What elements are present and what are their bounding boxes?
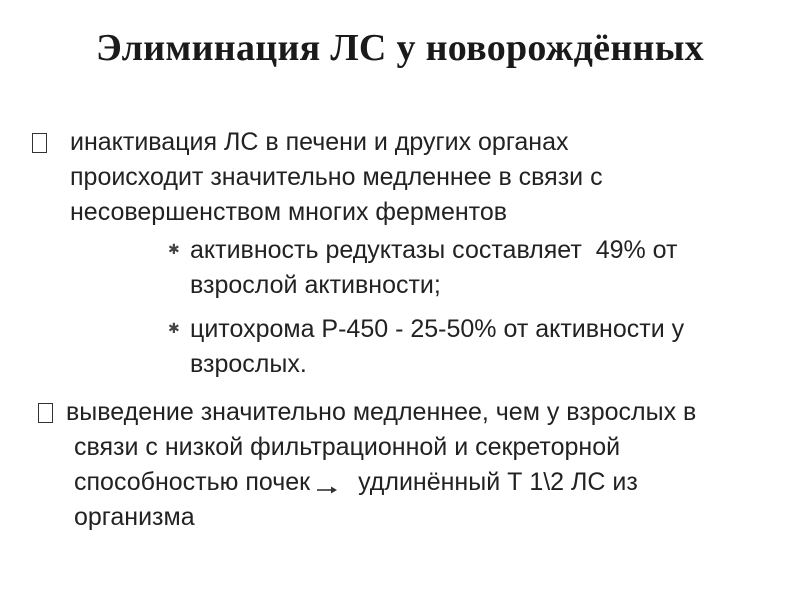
bullet-text — [66, 395, 778, 535]
bullet-text — [70, 125, 770, 230]
asterisk-bullet-icon: ✱ — [168, 241, 180, 257]
bullet-line: инактивация ЛС в печени и других органах — [70, 128, 569, 156]
bullet-line-part: удлинённый Т 1\2 ЛС из — [358, 468, 638, 496]
slide-title: Элиминация ЛС у новорождённых — [96, 27, 704, 69]
sub-bullet-line: активность редуктазы составляет 49% от — [190, 236, 678, 264]
asterisk-bullet-icon: ✱ — [168, 320, 180, 336]
bullet-line — [66, 465, 778, 500]
bullet-line: организма — [74, 503, 195, 531]
square-bullet-icon — [38, 403, 53, 423]
bullet-line: выведение значительно медленнее, чем у взрослых в — [66, 398, 697, 426]
sub-bullet-line: взрослой активности; — [190, 271, 441, 299]
right-arrow-icon — [316, 480, 338, 494]
sub-bullet-line: цитохрома Р-450 - 25-50% от активности у — [190, 315, 685, 343]
sub-bullet-line: взрослых. — [190, 350, 307, 378]
bullet-line: несовершенством многих ферментов — [70, 198, 508, 226]
square-bullet-icon — [32, 133, 47, 153]
bullet-line: происходит значительно медленнее в связи с — [70, 163, 603, 191]
bullet-line-part: способностью почек — [74, 468, 311, 496]
bullet-line: связи с низкой фильтрационной и секреторной — [74, 433, 621, 461]
sub-bullet-text — [190, 312, 765, 382]
sub-bullet-text — [190, 233, 765, 303]
